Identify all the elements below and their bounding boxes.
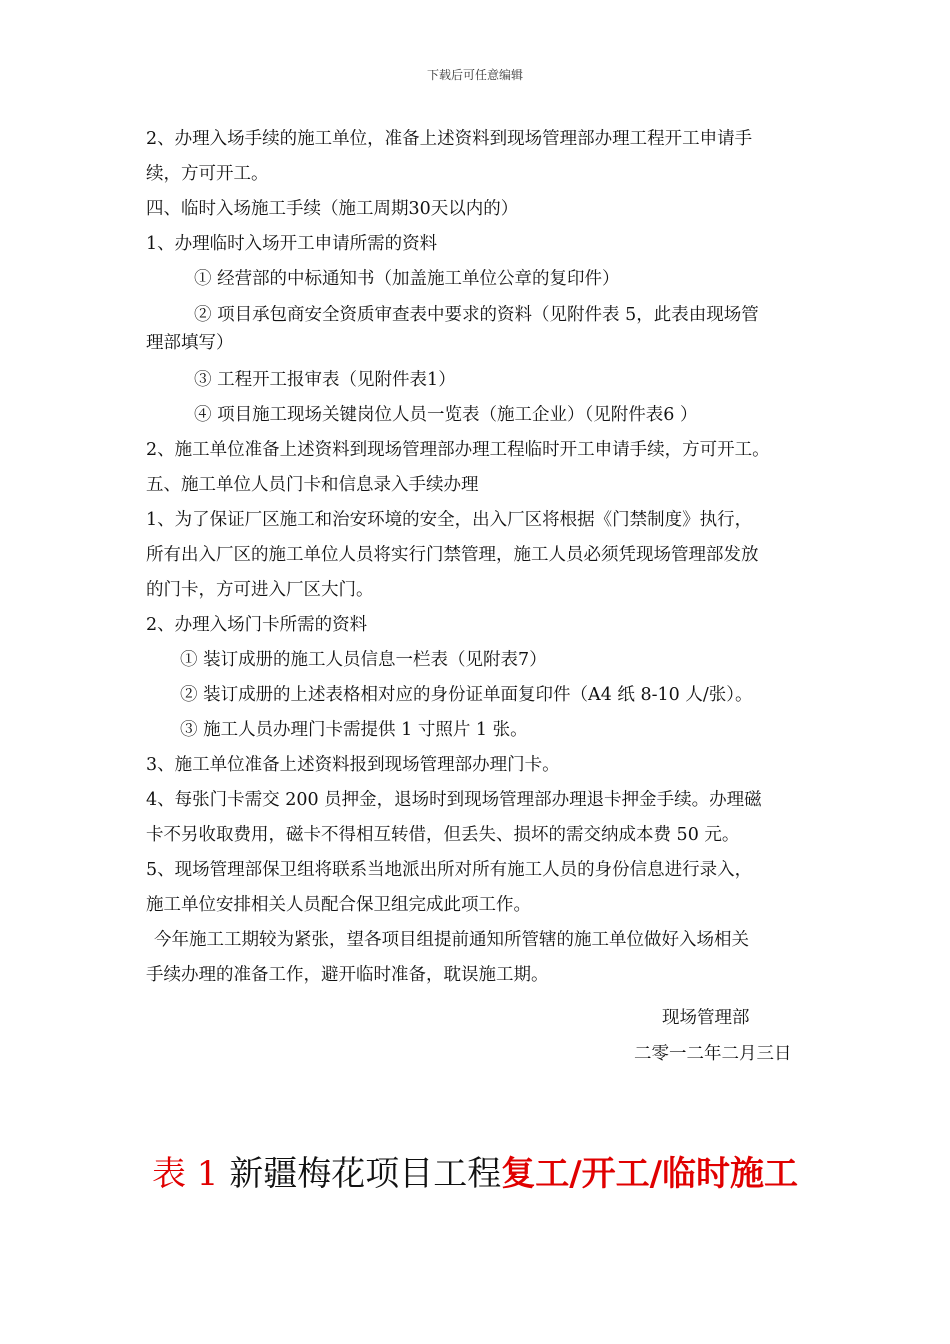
- page-header: 下载后可任意编辑: [426, 68, 523, 82]
- paragraph-line: 1、为了保证厂区施工和治安环境的安全，出入厂区将根据《门禁制度》执行，: [146, 510, 753, 530]
- paragraph-line: 施工单位安排相关人员配合保卫组完成此项工作。: [146, 895, 531, 915]
- list-item: ④ 项目施工现场关键岗位人员一览表（施工企业）（见附件表6 ）: [194, 405, 698, 425]
- paragraph-line: 3、施工单位准备上述资料报到现场管理部办理门卡。: [146, 755, 560, 775]
- paragraph-line: 所有出入厂区的施工单位人员将实行门禁管理，施工人员必须凭现场管理部发放: [146, 545, 759, 565]
- paragraph-line: 2、办理入场门卡所需的资料: [146, 615, 368, 635]
- section-heading: 五、施工单位人员门卡和信息录入手续办理: [146, 475, 479, 495]
- table-title-prefix: 表 1: [151, 1154, 230, 1194]
- section-heading: 四、临时入场施工手续（施工周期30天以内的）: [146, 199, 519, 219]
- paragraph-line: 续，方可开工。: [146, 164, 269, 184]
- signature-date: 二零一二年二月三日: [634, 1044, 792, 1064]
- list-item: ① 装订成册的施工人员信息一栏表（见附表7）: [180, 650, 547, 670]
- closing-paragraph-line: 手续办理的准备工作，避开临时准备，耽误施工期。: [146, 965, 549, 985]
- paragraph-line: 2、办理入场手续的施工单位，准备上述资料到现场管理部办理工程开工申请手: [146, 129, 753, 149]
- list-item: ③ 工程开工报审表（见附件表1）: [194, 370, 456, 390]
- list-item: ③ 施工人员办理门卡需提供 1 寸照片 1 张。: [180, 720, 528, 740]
- table-title-suffix: 复工/开工/临时施工: [501, 1154, 799, 1194]
- paragraph-line: 的门卡，方可进入厂区大门。: [146, 580, 374, 600]
- list-item: ① 经营部的中标通知书（加盖施工单位公章的复印件）: [194, 269, 620, 289]
- paragraph-line: 1、办理临时入场开工申请所需的资料: [146, 234, 438, 254]
- paragraph-line: 卡不另收取费用，磁卡不得相互转借，但丢失、损坏的需交纳成本费 50 元。: [146, 825, 740, 845]
- signature-department: 现场管理部: [662, 1008, 750, 1028]
- document-body: [146, 122, 822, 993]
- list-item: ② 项目承包商安全资质审查表中要求的资料（见附件表 5，此表由现场管: [194, 305, 759, 325]
- list-item: ② 装订成册的上述表格相对应的身份证单面复印件（A4 纸 8-10 人/张）。: [180, 685, 753, 705]
- paragraph-line: 5、现场管理部保卫组将联系当地派出所对所有施工人员的身份信息进行录入，: [146, 860, 753, 880]
- list-item-continuation: 理部填写）: [146, 333, 234, 353]
- table-title-middle: 新疆梅花项目工程: [229, 1154, 502, 1194]
- closing-paragraph-line: 今年施工工期较为紧张，望各项目组提前通知所管辖的施工单位做好入场相关: [154, 930, 749, 950]
- paragraph-line: 2、施工单位准备上述资料到现场管理部办理工程临时开工申请手续，方可开工。: [146, 440, 770, 460]
- paragraph-line: 4、每张门卡需交 200 员押金，退场时到现场管理部办理退卡押金手续。办理磁: [146, 790, 762, 810]
- table-title: [0, 1146, 950, 1195]
